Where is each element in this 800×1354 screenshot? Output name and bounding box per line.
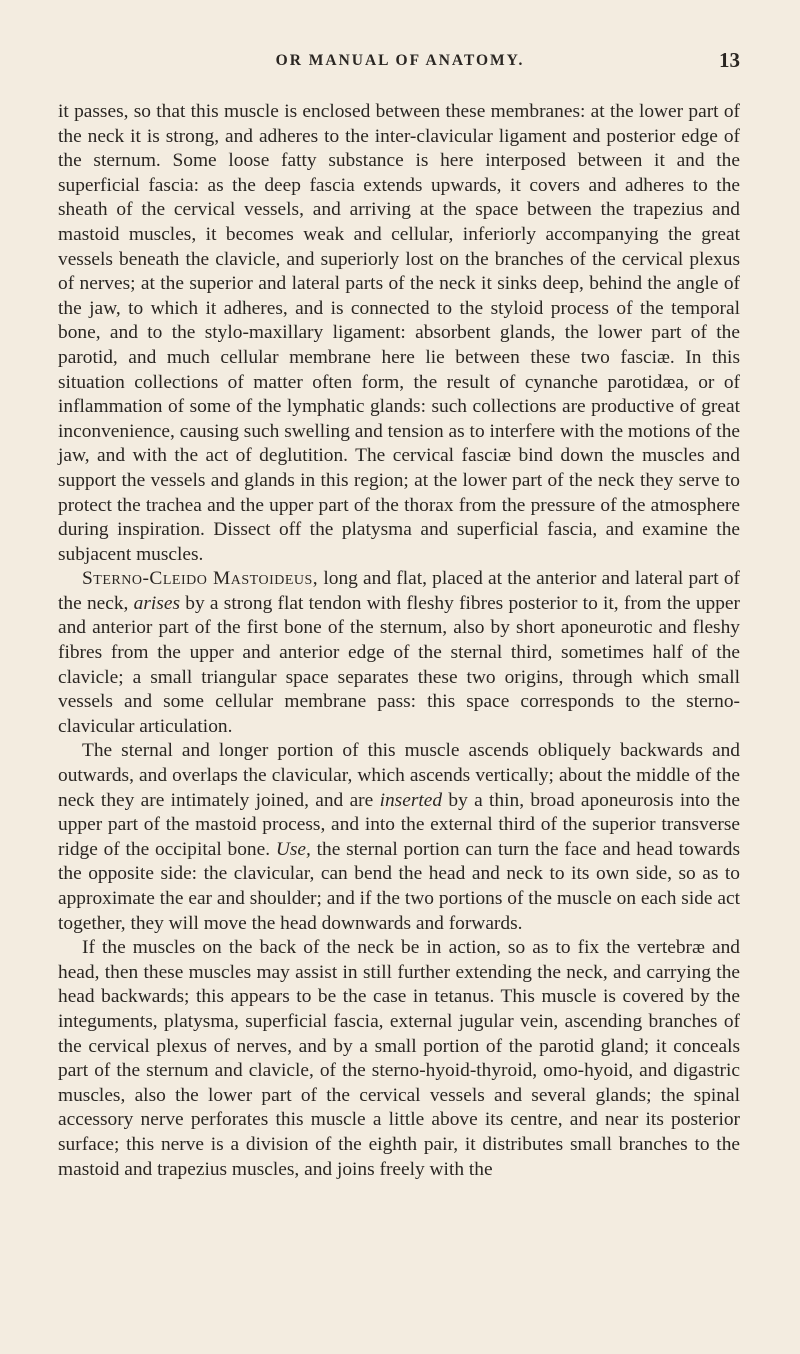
emphasis-inserted: inserted	[379, 789, 443, 811]
emphasis-arises: arises	[133, 592, 180, 614]
page-number: 13	[719, 48, 740, 72]
text-segment: the sternal portion can turn the face and head towards the opposite side: the clavicular, can bend the head and neck to its own side, so as to approximate the ear and shoulder; and if the two portions of the muscle on each side act together, they will move the head downwards and forwards.	[58, 838, 740, 934]
text-segment: by a strong flat tendon with fleshy fibres posterior to it, from the upper and anterior part of the first bone of the sternum, also by short aponeurotic and fleshy fibres from the upper and anterior edge of the sternal third, sometimes half of the clavicle; a small triangular space separates these two origins, through which small vessels and some cellular membrane pass: this space corresponds to the sterno-clavicular articulation.	[58, 592, 740, 737]
text-segment: long and flat, placed at the anterior and lateral part of the neck,	[58, 568, 740, 614]
paragraph-deep-fascia: it passes, so that this muscle is enclosed between these membranes: at the lower part of the neck it is strong, and adheres to the inter-clavicular ligament and posterior edge of the sternum. Some loose fatty substance is here interposed between it and the superficial fascia: as the deep fascia extends upwards, it covers and adheres to the sheath of the cervical vessels, and arriving at the space between the trapezius and mastoid muscles, it becomes weak and cellular, inferiorly accompanying the great vessels beneath the clavicle, and superiorly lost on the branches of the cervical plexus of nerves; at the superior and lateral parts of the neck it sinks deep, behind the angle of the jaw, to which it adheres, and is connected to the styloid process of the temporal bone, and to the stylo-maxillary ligament: absorbent glands, the lower part of the parotid, and much cellular membrane here lie between these two fasciæ. In this situation collections of matter often form, the result of cynanche parotidæa, or of inflammation of some of the lymphatic glands: such collections are productive of great inconvenience, causing such swelling and tension as to interfere with the motions of the jaw, and with the act of deglutition. The cervical fasciæ bind down the muscles and support the vessels and glands in this region; at the lower part of the neck they serve to protect the trachea and the upper part of the thorax from the pressure of the atmosphere during inspiration. Dissect off the platysma and superficial fascia, and examine the subjacent muscles.	[58, 101, 740, 565]
paragraph-sterno-cleido-mastoideus	[58, 567, 740, 739]
body-text	[58, 100, 740, 1182]
muscle-heading: Sterno-Cleido Mastoideus,	[82, 568, 319, 590]
page-header	[0, 50, 800, 80]
emphasis-use: Use,	[275, 838, 311, 860]
running-head: OR MANUAL OF ANATOMY.	[275, 52, 525, 69]
paragraph-relations: If the muscles on the back of the neck be in action, so as to fix the vertebræ and head, then these muscles may assist in still further extending the neck, and carrying the head backwards; this appears to be the case in tetanus. This muscle is covered by the integuments, platysma, superficial fascia, external jugular vein, ascending branches of the cervical plexus of nerves, and by a small portion of the parotid gland; it conceals part of the sternum and clavicle, of the sterno-hyoid-thyroid, omo-hyoid, and digastric muscles, also the lower part of the cervical vessels and several glands; the spinal accessory nerve perforates this muscle a little above its centre, and near its posterior surface; this nerve is a division of the eighth pair, it distributes small branches to the mastoid and trapezius muscles, and joins freely with the	[58, 937, 740, 1180]
text-segment: The sternal and longer portion of this muscle ascends obliquely backwards and outwards, and overlaps the clavicular, which ascends vertically; about the middle of the neck they are intimately joined, and are	[58, 740, 740, 811]
paragraph-insertion-and-use	[58, 739, 740, 936]
text-segment: by a thin, broad aponeurosis into the upper part of the mastoid process, and into the external third of the superior transverse ridge of the occipital bone.	[58, 789, 741, 860]
